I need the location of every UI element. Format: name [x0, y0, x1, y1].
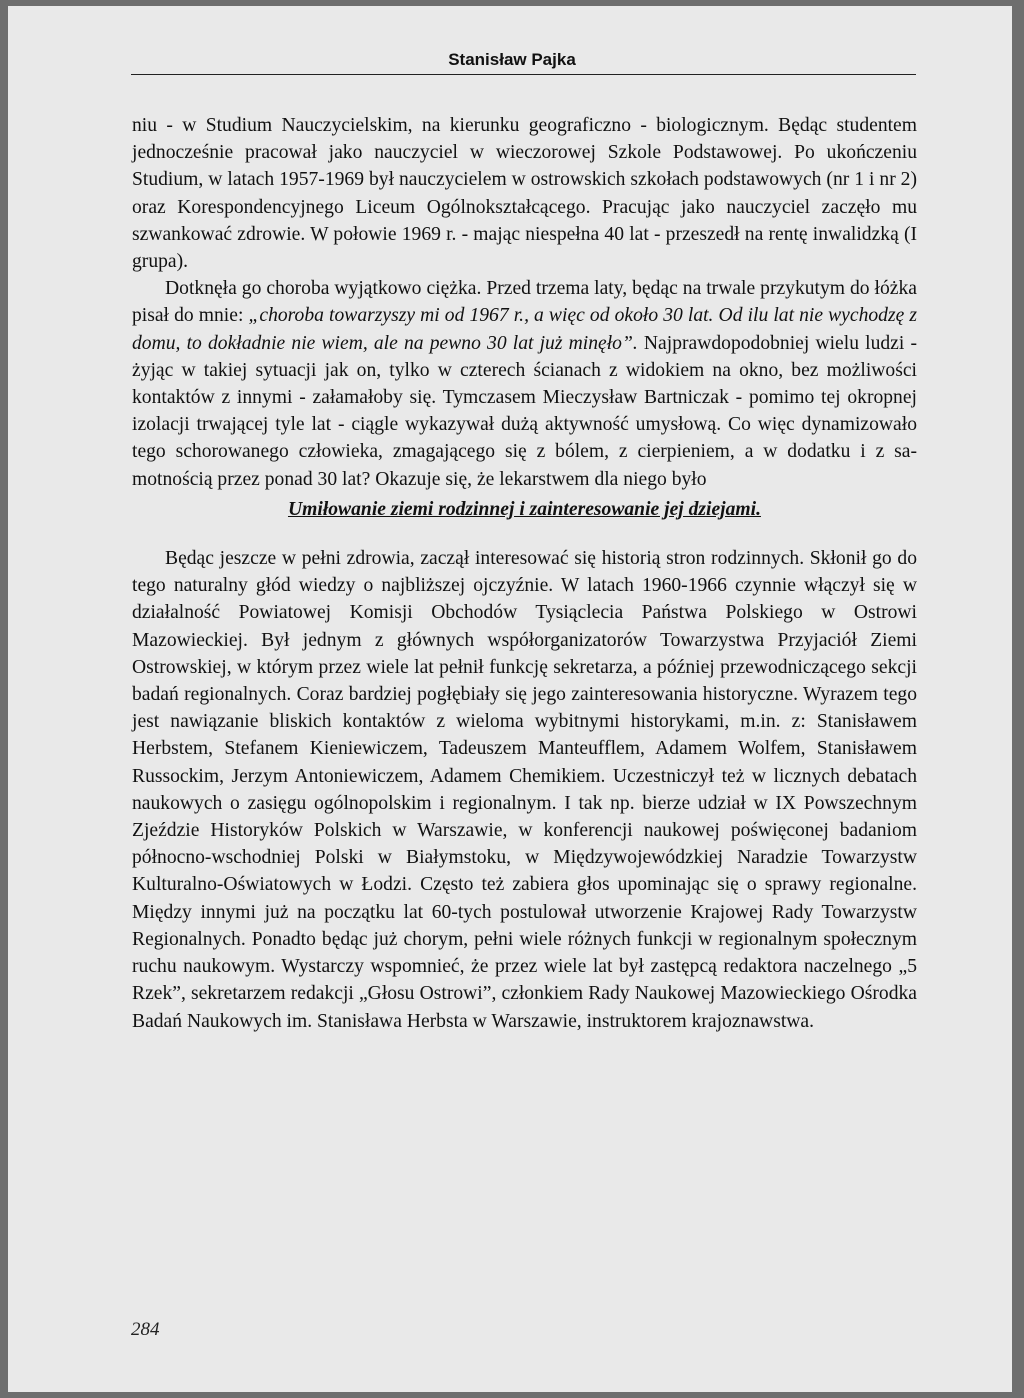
- letter-quote: „choroba towarzyszy mi od 1967 r., a więc od około 30 lat. Od ilu lat nie wychodzę z domu, to dokładnie nie wiem, ale na pewno 30 lat już minęło”.: [132, 305, 917, 354]
- paragraph-1: niu - w Studium Nauczycielskim, na kierunku geograficzno - biologicznym. Będąc studentem jednocześnie pracował jako nauczyciel w wieczorowej Szkole Podstawowej. Po ukończeniu Studium, w latach 1957-1969 był nauczycielem w ostrowskich szkołach podstawowych (nr 1 i nr 2) oraz Korespondencyjnego Liceum Ogólnokształcącego. Pracując jako nauczyciel zaczęło mu szwankować zdrowie. W połowie 1969 r. - mając niespełna 40 lat - przeszedł na rentę inwalidzką (I grupa).: [132, 115, 917, 273]
- section-heading: Umiłowanie ziemi rodzinnej i zainteresowanie jej dziejami.: [287, 498, 761, 520]
- page-number: 284: [131, 1319, 160, 1340]
- paragraph-2-end: Najprawdopodobniej wielu ludzi - żyjąc w takiej sytuacji jak on, tylko w czterech ścianach z widokiem na okno, bez możliwości kontaktów z innymi - załamałoby się. Tymczasem Mieczysław Bartniczak - pomimo tej okropnej izolacji trwającej tyle lat - ciągle wykazywał dużą aktywność umysłową. Co więc dynamizowało tego schorowanego człowieka, zmagającego się z bólem, z cierpieniem, a w dodatku i z samotnością przez ponad 30 lat? Okazuje się, że lekarstwem dla niego było: [132, 332, 917, 490]
- running-header: Stanisław Pajka: [448, 50, 576, 69]
- paragraph-2-start: Dotknęła go choroba wyjątkowo ciężka. Przed trzema laty, będąc na trwale przykutym do łóżka pisał do mnie:: [132, 278, 917, 327]
- header-rule: [131, 74, 916, 75]
- paragraph-2: [132, 275, 917, 493]
- paragraph-3: Będąc jeszcze w pełni zdrowia, zaczął interesować się historią stron rodzinnych. Skłonił go do tego naturalny głód wiedzy o najbliższej ojczyźnie. W latach 1960-1966 czynnie włączył się w działalność Powiatowej Komisji Obchodów Tysiąclecia Państwa Polskiego w Ostrowi Mazowieckiej. Był jednym z głównych współorganizatorów Towarzystwa Przyjaciół Ziemi Ostrowskiej, w którym przez wiele lat pełnił funkcję sekretarza, a później przewodniczącego sekcji badań regionalnych. Coraz bardziej pogłębiały się jego zainteresowania historyczne. Wyrazem tego jest nawiązanie bliskich kontaktów z wieloma wybitnymi historykami, m.in. z: Stanisławem Herbstem, Stefanem Kieniewiczem, Tadeuszem Manteufflem, Adamem Wolfem, Stanisławem Russockim, Jerzym Antoniewiczem, Adamem Chemikiem. Uczestniczył też w licznych debatach naukowych o zasięgu ogólnopolskim i regionalnym. I tak np. bierze udział w IX Powszechnym Zjeździe Historyków Polskich w Warszawie, w konferencji naukowej poświęconej badaniom północno-wschodniej Polski w Białymstoku, w Międzywojewódzkiej Naradzie Towarzystw Kulturalno-Oświatowych w Łodzi. Często też zabiera głos upominając się o sprawy regionalne. Między innymi już na początku lat 60-tych postulował utworzenie Krajowej Rady Towarzystw Regionalnych. Ponadto będąc już chorym, pełni wiele różnych funkcji w regionalnym społecznym ruchu naukowym. Wystarczy wspomnieć, że przez wiele lat był zastępcą redaktora naczelnego „5 Rzek”, sekretarzem redakcji „Głosu Ostrowi”, członkiem Rady Naukowej Mazowieckiego Ośrodka Badań Naukowych im. Stanisława Herbsta w Warszawie, instruktorem krajoznawstwa.: [132, 548, 917, 1032]
- page-body: [132, 112, 917, 1035]
